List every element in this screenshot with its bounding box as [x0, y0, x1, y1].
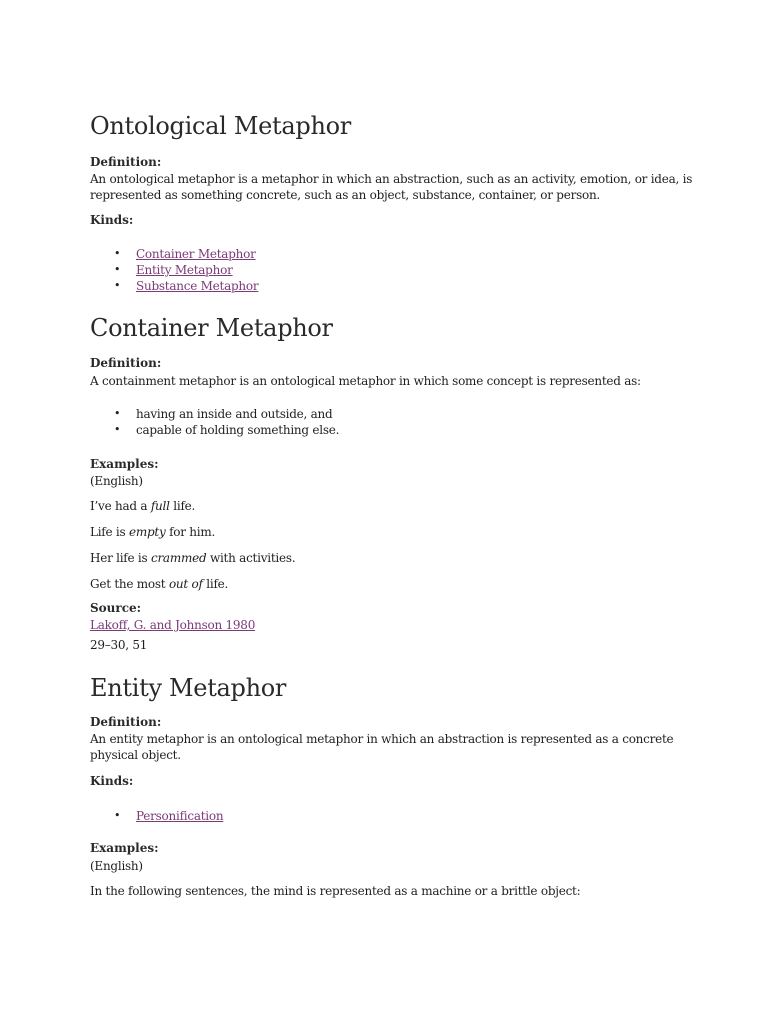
- example-emphasis: crammed: [150, 551, 207, 565]
- examples-label: Examples:: [90, 457, 159, 471]
- kinds-list: [90, 246, 258, 294]
- link-entity-metaphor[interactable]: Entity Metaphor: [136, 263, 233, 277]
- example-sentence: [90, 550, 295, 566]
- list-item-text: capable of holding something else.: [136, 423, 340, 437]
- bullet-icon: •: [114, 247, 121, 260]
- heading-entity-metaphor: Entity Metaphor: [90, 674, 287, 702]
- list-item: [90, 262, 258, 278]
- bullet-icon: •: [114, 279, 121, 292]
- list-item-text: having an inside and outside, and: [136, 407, 333, 421]
- language-label: (English): [90, 474, 143, 488]
- example-emphasis: empty: [128, 525, 166, 539]
- link-personification[interactable]: Personification: [136, 809, 224, 823]
- link-substance-metaphor[interactable]: Substance Metaphor: [136, 279, 259, 293]
- source-label: Source:: [90, 601, 142, 615]
- bullet-icon: •: [114, 407, 121, 420]
- list-item: [90, 278, 258, 294]
- source-link[interactable]: Lakoff, G. and Johnson 1980: [90, 618, 256, 632]
- example-text: with activities.: [206, 551, 296, 565]
- example-sentence: [90, 498, 195, 514]
- definition-label: Definition:: [90, 356, 162, 370]
- examples-label: Examples:: [90, 841, 159, 855]
- example-text: Get the most: [90, 577, 169, 591]
- definition-text-line-1: An ontological metaphor is a metaphor in which an abstraction, such as an activity, emotion, or idea, is: [90, 172, 693, 186]
- example-text: for him.: [165, 525, 216, 539]
- container-properties-list: [90, 406, 339, 438]
- source-line: [90, 617, 255, 633]
- source-pages: 29–30, 51: [90, 638, 148, 652]
- definition-text-line-1: An entity metaphor is an ontological metaphor in which an abstraction is represented as a concrete: [90, 732, 674, 746]
- heading-ontological-metaphor: Ontological Metaphor: [90, 112, 351, 140]
- example-sentence: [90, 524, 215, 540]
- example-sentence: [90, 576, 228, 592]
- kinds-label: Kinds:: [90, 774, 134, 788]
- heading-container-metaphor: Container Metaphor: [90, 314, 333, 342]
- kinds-label: Kinds:: [90, 213, 134, 227]
- example-text: life.: [202, 577, 229, 591]
- definition-text-line-2: represented as something concrete, such as an object, substance, container, or person.: [90, 188, 600, 202]
- list-item: [90, 246, 258, 262]
- example-text: Life is: [90, 525, 129, 539]
- bullet-icon: •: [114, 263, 121, 276]
- list-item: [90, 422, 339, 438]
- list-item: [90, 406, 339, 422]
- example-emphasis: out of: [168, 577, 203, 591]
- definition-text-line-2: physical object.: [90, 748, 181, 762]
- example-text: Her life is: [90, 551, 151, 565]
- language-label: (English): [90, 859, 143, 873]
- bullet-icon: •: [114, 423, 121, 436]
- definition-label: Definition:: [90, 155, 162, 169]
- list-item: [90, 808, 223, 824]
- link-container-metaphor[interactable]: Container Metaphor: [136, 247, 256, 261]
- definition-label: Definition:: [90, 715, 162, 729]
- example-emphasis: full: [150, 499, 170, 513]
- following-sentence: In the following sentences, the mind is represented as a machine or a brittle object:: [90, 884, 581, 898]
- example-text: I’ve had a: [90, 499, 151, 513]
- kinds-list: [90, 808, 223, 824]
- example-text: life.: [169, 499, 196, 513]
- definition-text-line-1: A containment metaphor is an ontological metaphor in which some concept is represented as:: [90, 374, 641, 388]
- bullet-icon: •: [114, 809, 121, 822]
